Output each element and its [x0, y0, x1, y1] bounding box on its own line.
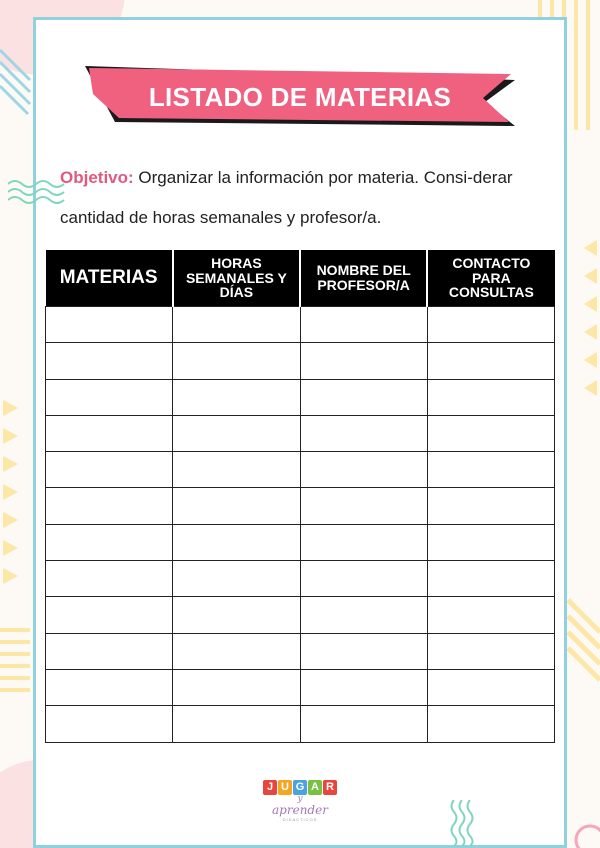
table-cell[interactable]: [427, 706, 554, 742]
table-cell[interactable]: [300, 379, 427, 415]
table-cell[interactable]: [173, 669, 300, 705]
triangles-right: [584, 240, 597, 396]
table-cell[interactable]: [427, 415, 554, 451]
table-cell[interactable]: [173, 561, 300, 597]
table-row: [46, 415, 555, 451]
header-contacto: CONTACTO PARA CONSULTAS: [427, 250, 554, 307]
header-horas: HORAS SEMANALES Y DÍAS: [173, 250, 300, 307]
table-cell[interactable]: [46, 415, 173, 451]
table-cell[interactable]: [300, 488, 427, 524]
table-cell[interactable]: [300, 561, 427, 597]
objective-label: Objetivo:: [60, 168, 134, 187]
table-cell[interactable]: [46, 561, 173, 597]
table-cell[interactable]: [427, 343, 554, 379]
subjects-table: [45, 250, 555, 743]
table-cell[interactable]: [300, 669, 427, 705]
table-cell[interactable]: [427, 488, 554, 524]
table-row: [46, 706, 555, 742]
table-cell[interactable]: [46, 307, 173, 343]
logo-tagline: DIDACTICOS: [282, 817, 318, 822]
wavy-lines-decoration: [8, 178, 68, 208]
table-cell[interactable]: [173, 415, 300, 451]
table-row: [46, 669, 555, 705]
logo-letter: J: [263, 780, 277, 795]
table-cell[interactable]: [427, 307, 554, 343]
table-row: [46, 488, 555, 524]
diagonal-stripes-right: [568, 600, 600, 680]
logo-connector: y: [297, 794, 303, 804]
table-cell[interactable]: [46, 597, 173, 633]
table-cell[interactable]: [427, 452, 554, 488]
table-cell[interactable]: [427, 633, 554, 669]
table-cell[interactable]: [173, 343, 300, 379]
header-profesor: NOMBRE DEL PROFESOR/A: [300, 250, 427, 307]
table-cell[interactable]: [300, 307, 427, 343]
table-row: [46, 597, 555, 633]
table-cell[interactable]: [300, 633, 427, 669]
logo: [258, 780, 342, 828]
wavy-vertical-decoration: [449, 800, 475, 846]
table-row: [46, 379, 555, 415]
table-cell[interactable]: [427, 561, 554, 597]
table-header-row: [46, 250, 555, 307]
table-cell[interactable]: [46, 524, 173, 560]
triangles-left: [3, 400, 18, 584]
table-row: [46, 452, 555, 488]
table-cell[interactable]: [173, 307, 300, 343]
table-cell[interactable]: [173, 633, 300, 669]
logo-letter: U: [278, 780, 292, 795]
table-cell[interactable]: [46, 452, 173, 488]
table-cell[interactable]: [46, 343, 173, 379]
table-cell[interactable]: [427, 669, 554, 705]
logo-letters: [258, 780, 342, 795]
table-cell[interactable]: [300, 706, 427, 742]
table-cell[interactable]: [300, 343, 427, 379]
objective-paragraph: [60, 158, 560, 238]
table-row: [46, 561, 555, 597]
logo-letter: R: [323, 780, 337, 795]
table-cell[interactable]: [46, 488, 173, 524]
table-row: [46, 524, 555, 560]
table-cell[interactable]: [173, 706, 300, 742]
table-cell[interactable]: [300, 452, 427, 488]
logo-letter: G: [293, 780, 307, 795]
logo-script: aprender: [272, 803, 328, 817]
table-cell[interactable]: [300, 597, 427, 633]
table-cell[interactable]: [427, 597, 554, 633]
table-cell[interactable]: [46, 633, 173, 669]
logo-letter: A: [308, 780, 322, 795]
table-cell[interactable]: [173, 488, 300, 524]
table-cell[interactable]: [173, 452, 300, 488]
table-cell[interactable]: [300, 524, 427, 560]
table-row: [46, 307, 555, 343]
table-cell[interactable]: [427, 524, 554, 560]
page-title: LISTADO DE MATERIAS: [148, 81, 452, 112]
header-materias: MATERIAS: [46, 250, 173, 307]
table-cell[interactable]: [173, 379, 300, 415]
table-cell[interactable]: [300, 415, 427, 451]
table-cell[interactable]: [427, 379, 554, 415]
stripes-bottom-left: [0, 630, 30, 690]
table-cell[interactable]: [46, 706, 173, 742]
table-row: [46, 633, 555, 669]
table-row: [46, 343, 555, 379]
table-cell[interactable]: [173, 597, 300, 633]
table-cell[interactable]: [173, 524, 300, 560]
table-body: [46, 307, 555, 743]
objective-text: Organizar la información por materia. Consi-derar cantidad de horas semanales y profesor/a.: [60, 168, 513, 227]
table-cell[interactable]: [46, 379, 173, 415]
table-cell[interactable]: [46, 669, 173, 705]
